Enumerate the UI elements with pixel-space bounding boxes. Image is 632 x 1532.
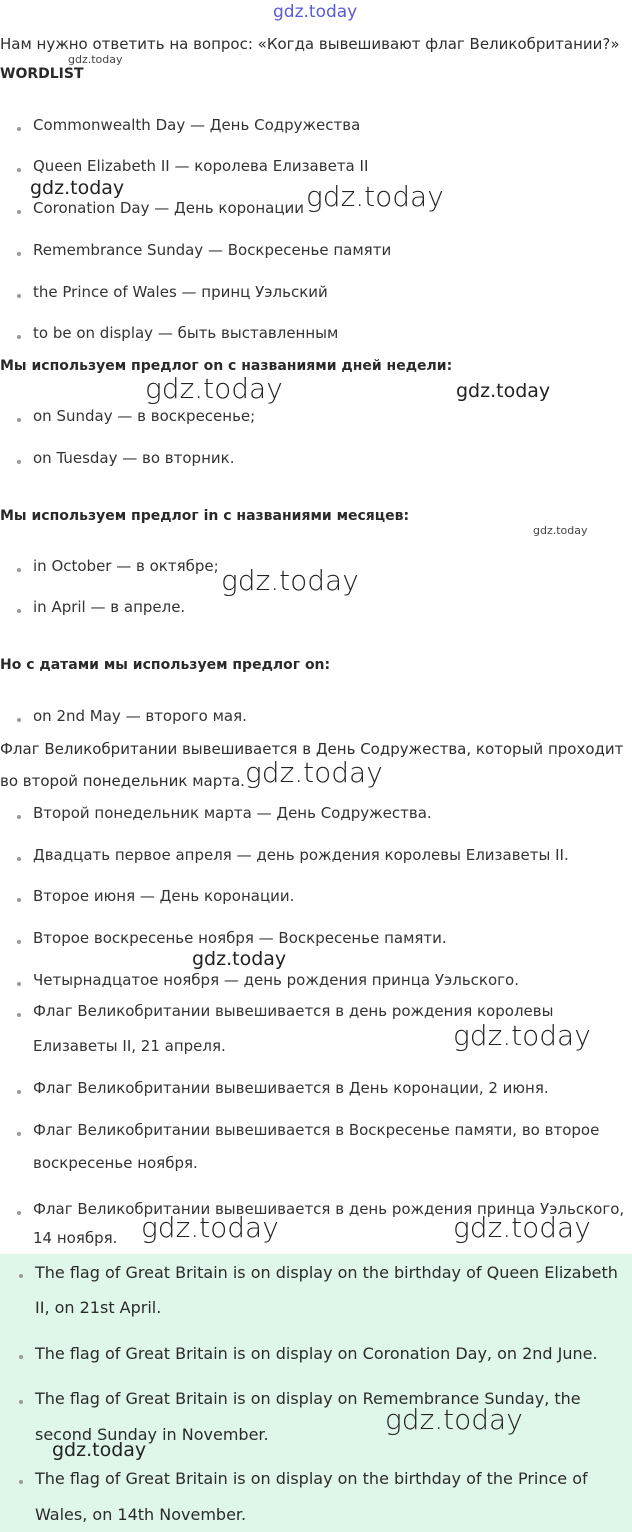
list-item: Второй понедельник марта — День Содружества. <box>33 804 432 822</box>
bullet <box>17 1132 21 1136</box>
list-item: The flag of Great Britain is on display on the birthday of Queen Elizabeth <box>35 1263 618 1282</box>
bullet <box>19 1274 23 1278</box>
bullet <box>17 252 21 256</box>
watermark: gdz.today <box>453 1211 591 1244</box>
list-item-continued: 14 ноября. <box>33 1229 118 1247</box>
list-item: The flag of Great Britain is on display on Remembrance Sunday, the <box>35 1389 581 1408</box>
wordlist-heading: WORDLIST <box>0 66 84 82</box>
bullet <box>17 168 21 172</box>
intro-text: Нам нужно ответить на вопрос: «Когда вывешивают флаг Великобритании?» <box>0 35 620 53</box>
rule-months-heading: Мы используем предлог in с названиями месяцев: <box>0 508 410 524</box>
watermark: gdz.today <box>52 1439 147 1461</box>
bullet <box>17 857 21 861</box>
list-item: in April — в апреле. <box>33 598 186 616</box>
list-item: Второе воскресенье ноября — Воскресенье памяти. <box>33 929 447 947</box>
list-item: Флаг Великобритании вывешивается в День коронации, 2 июня. <box>33 1079 549 1097</box>
bullet <box>17 1211 21 1215</box>
list-item-continued: Wales, on 14th November. <box>35 1505 247 1524</box>
list-item: Двадцать первое апреля — день рождения королевы Елизаветы II. <box>33 846 569 864</box>
list-item: Queen Elizabeth II — королева Елизавета II <box>33 157 369 175</box>
watermark: gdz.today <box>533 524 588 537</box>
watermark: gdz.today <box>453 1019 591 1052</box>
list-item: Флаг Великобритании вывешивается в Воскресенье памяти, во второе <box>33 1121 600 1139</box>
bullet <box>19 1400 23 1404</box>
bullet <box>19 1355 23 1359</box>
list-item: Четырнадцатое ноября — день рождения принца Уэльского. <box>33 971 519 989</box>
list-item: on 2nd May — второго мая. <box>33 707 247 725</box>
list-item: Флаг Великобритании вывешивается в день рождения королевы <box>33 1002 554 1020</box>
bullet <box>17 460 21 464</box>
bullet <box>17 609 21 613</box>
bullet <box>17 210 21 214</box>
bullet <box>17 335 21 339</box>
watermark: gdz.today <box>68 53 123 66</box>
list-item: The flag of Great Britain is on display on Coronation Day, on 2nd June. <box>35 1344 598 1363</box>
list-item-continued: second Sunday in November. <box>35 1425 269 1444</box>
watermark: gdz.today <box>221 564 359 597</box>
list-item: on Sunday — в воскресенье; <box>33 407 256 425</box>
list-item: The flag of Great Britain is on display on the birthday of the Prince of <box>35 1469 588 1488</box>
list-item: on Tuesday — во вторник. <box>33 449 235 467</box>
bullet <box>17 294 21 298</box>
bullet <box>17 568 21 572</box>
list-item: Флаг Великобритании вывешивается в день рождения принца Уэльского, <box>33 1200 625 1218</box>
list-item: in October — в октябре; <box>33 557 219 575</box>
list-item: Remembrance Sunday — Воскресенье памяти <box>33 241 392 259</box>
rule-dates-heading: Но с датами мы используем предлог on: <box>0 657 331 673</box>
watermark: gdz.today <box>456 380 551 402</box>
rule-days-heading: Мы используем предлог on с названиями дней недели: <box>0 358 453 374</box>
bullet <box>17 815 21 819</box>
bullet <box>17 982 21 986</box>
bullet <box>19 1480 23 1484</box>
bullet <box>17 418 21 422</box>
bullet <box>17 127 21 131</box>
watermark: gdz.today <box>385 1403 523 1436</box>
list-item: Commonwealth Day — День Содружества <box>33 116 361 134</box>
watermark: gdz.today <box>30 177 125 199</box>
paragraph-line: Флаг Великобритании вывешивается в День Содружества, который проходит <box>0 740 624 758</box>
watermark: gdz.today <box>306 180 444 213</box>
watermark: gdz.today <box>245 756 383 789</box>
list-item: Второе июня — День коронации. <box>33 887 295 905</box>
paragraph-line: во второй понедельник марта. <box>0 772 245 790</box>
list-item: Coronation Day — День коронации <box>33 199 305 217</box>
bullet <box>17 940 21 944</box>
watermark: gdz.today <box>141 1211 279 1244</box>
list-item: the Prince of Wales — принц Уэльский <box>33 283 328 301</box>
bullet <box>17 1013 21 1017</box>
list-item-continued: II, on 21st April. <box>35 1298 162 1317</box>
bullet <box>17 1090 21 1094</box>
bullet <box>17 898 21 902</box>
list-item-continued: Елизаветы II, 21 апреля. <box>33 1037 226 1055</box>
list-item-continued: воскресенье ноября. <box>33 1154 198 1172</box>
watermark: gdz.today <box>273 2 358 22</box>
list-item: to be on display — быть выставленным <box>33 324 339 342</box>
watermark: gdz.today <box>192 948 287 970</box>
bullet <box>17 718 21 722</box>
watermark: gdz.today <box>145 372 283 405</box>
